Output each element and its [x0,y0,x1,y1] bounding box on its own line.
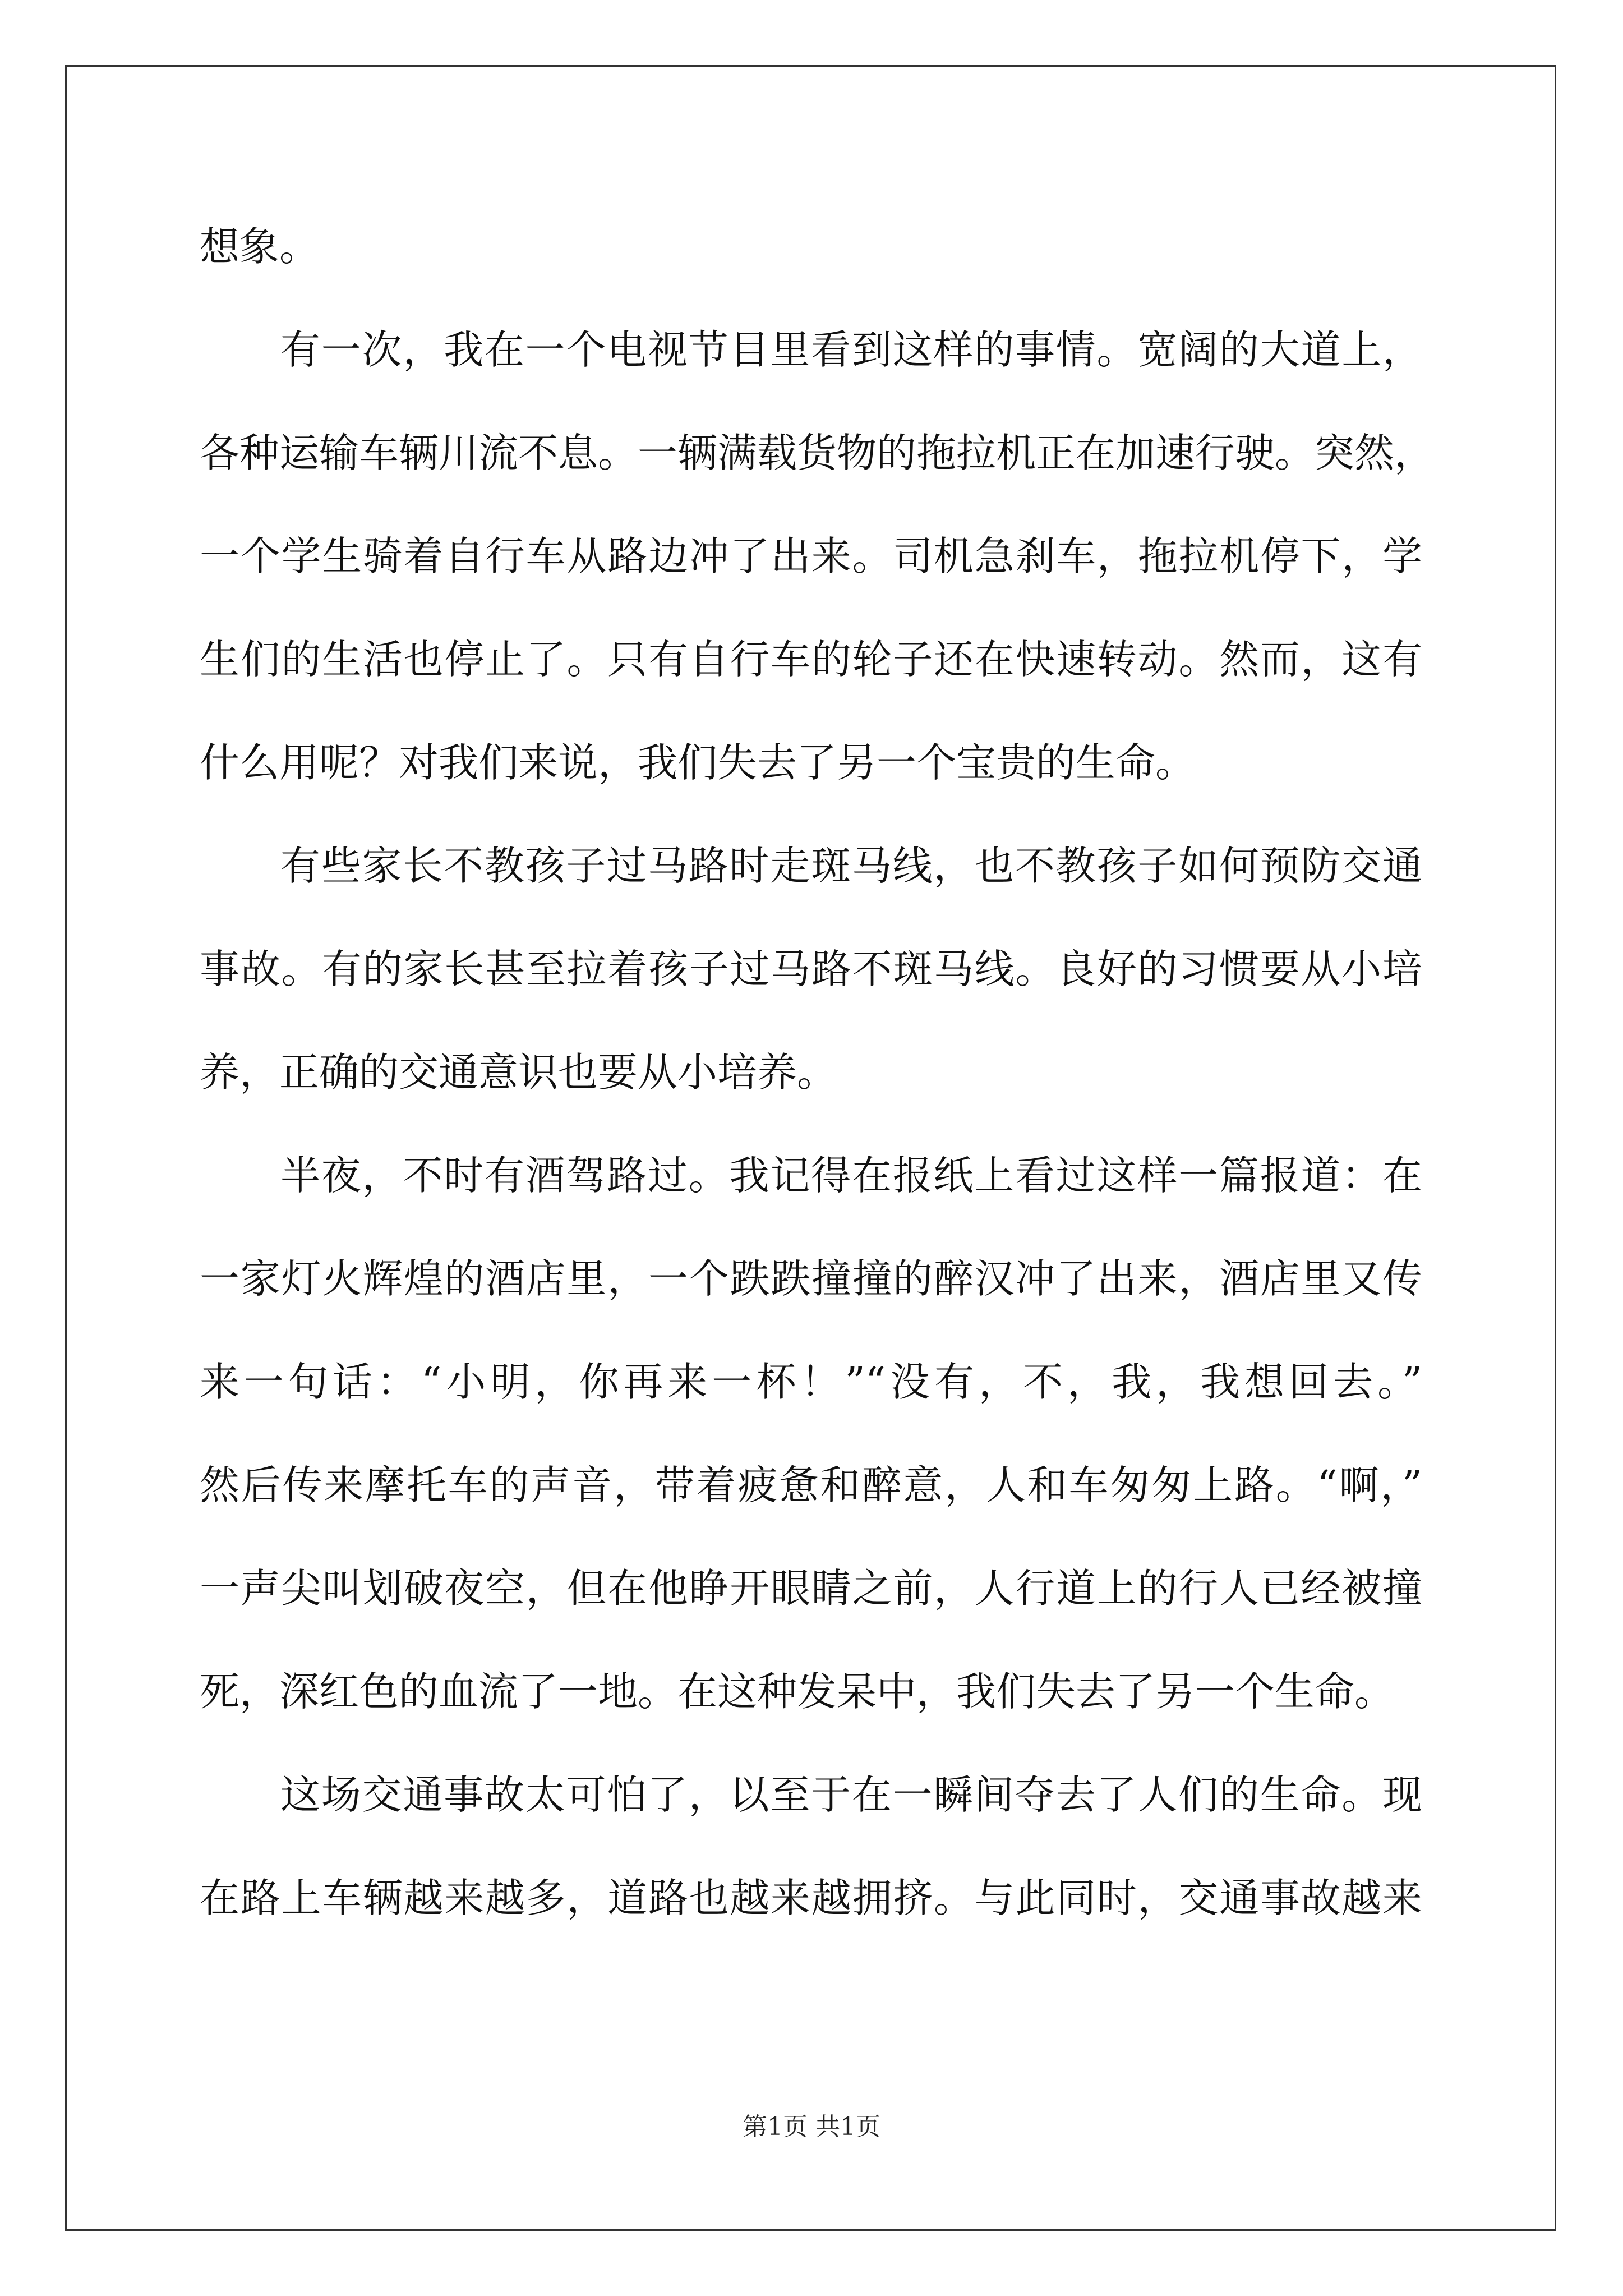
paragraph-line: 各种运输车辆川流不息。一辆满载货物的拖拉机正在加速行驶。突然， [200,430,1435,476]
page-number-footer: 第1页 共1页 [743,2113,880,2141]
paragraph-line: 半夜，不时有酒驾路过。我记得在报纸上看过这样一篇报道：在 [280,1152,1422,1199]
paragraph-line: 一个学生骑着自行车从路边冲了出来。司机急刹车，拖拉机停下，学 [200,533,1422,579]
paragraph-line: 死，深红色的血流了一地。在这种发呆中，我们失去了另一个生命。 [200,1668,1395,1715]
document-body [200,209,1435,1963]
paragraph-line: 什么用呢？对我们来说，我们失去了另一个宝贵的生命。 [200,739,1196,786]
paragraph-line: 这场交通事故太可怕了，以至于在一瞬间夺去了人们的生命。现 [280,1772,1422,1818]
paragraph-line: 来一句话：“小明，你再来一杯！”“没有，不，我，我想回去。” [200,1359,1422,1405]
paragraph-line: 有些家长不教孩子过马路时走斑马线，也不教孩子如何预防交通 [280,843,1422,889]
paragraph-line: 事故。有的家长甚至拉着孩子过马路不斑马线。良好的习惯要从小培 [200,946,1422,992]
paragraph-line: 在路上车辆越来越多，道路也越来越拥挤。与此同时，交通事故越来 [200,1875,1422,1921]
paragraph-line: 养，正确的交通意识也要从小培养。 [200,1049,837,1096]
paragraph-line: 生们的生活也停止了。只有自行车的轮子还在快速转动。然而，这有 [200,636,1422,683]
paragraph-line: 一家灯火辉煌的酒店里，一个跌跌撞撞的醉汉冲了出来，酒店里又传 [200,1255,1422,1302]
paragraph-line: 然后传来摩托车的声音，带着疲惫和醉意，人和车匆匆上路。“啊，” [200,1462,1422,1508]
paragraph-line: 一声尖叫划破夜空，但在他睁开眼睛之前，人行道上的行人已经被撞 [200,1565,1422,1612]
paragraph-line: 想象。 [200,223,320,270]
paragraph-line: 有一次，我在一个电视节目里看到这样的事情。宽阔的大道上， [280,326,1422,373]
